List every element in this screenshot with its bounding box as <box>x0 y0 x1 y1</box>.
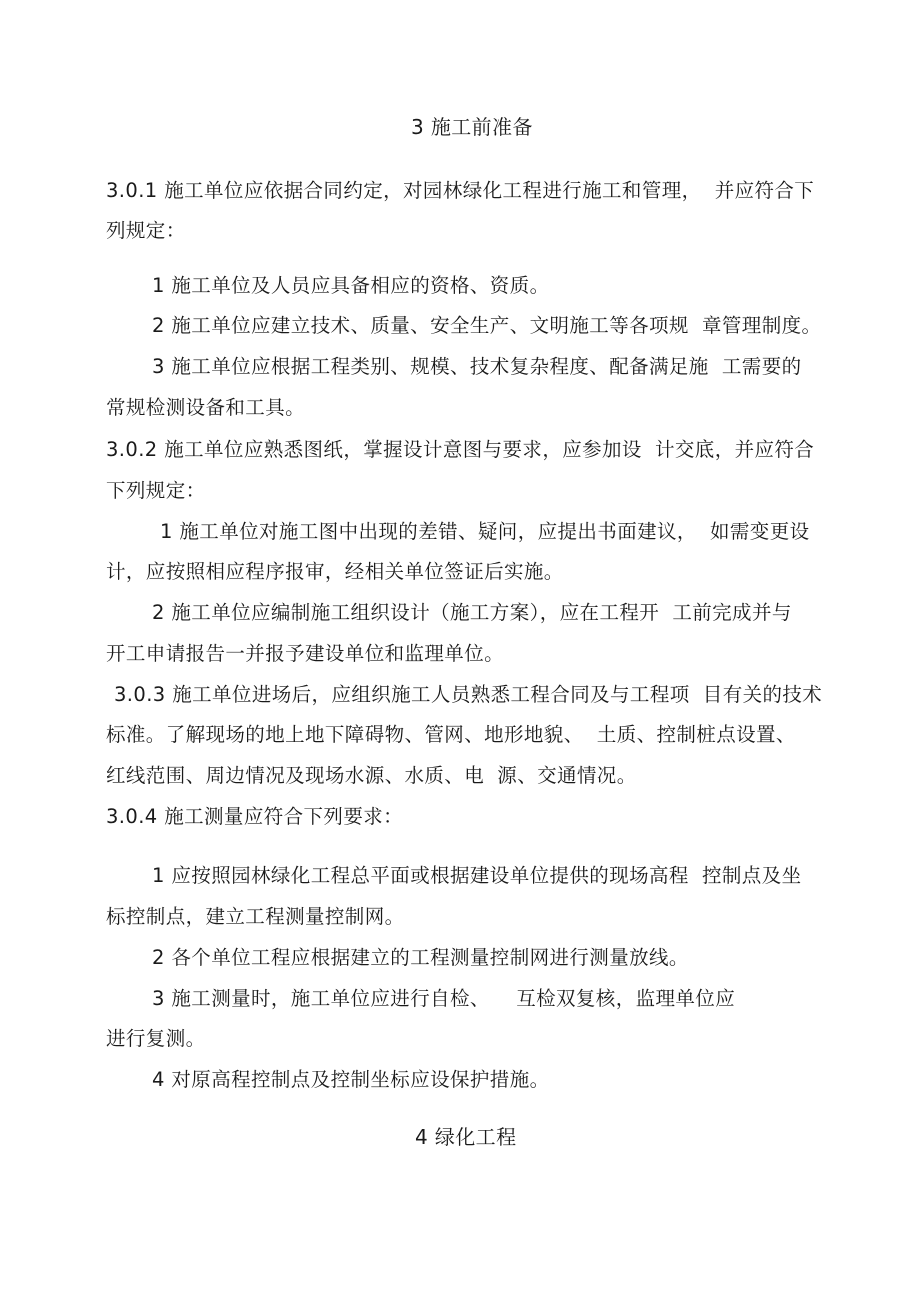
clause-3-0-4-item-1-line-2: 标控制点，建立工程测量控制网。 <box>106 905 405 928</box>
clause-3-0-3-line-3: 红线范围、周边情况及现场水源、水质、电 源、交通情况。 <box>106 764 637 787</box>
clause-3-0-1-line-2: 列规定： <box>106 219 186 242</box>
clause-3-0-4-item-4: 4 对原高程控制点及控制坐标应设保护措施。 <box>152 1068 550 1091</box>
clause-3-0-2-item-1-line-2: 计，应按照相应程序报审，经相关单位签证后实施。 <box>106 560 564 583</box>
clause-3-0-2-line-1: 3.0.2 施工单位应熟悉图纸，掌握设计意图与要求，应参加设 计交底，并应符合 <box>106 438 815 461</box>
clause-3-0-2-item-2-line-1: 2 施工单位应编制施工组织设计（施工方案），应在工程开 工前完成并与 <box>152 601 792 624</box>
section-3-title: 3 施工前准备 <box>411 115 533 139</box>
clause-3-0-2-item-1-line-1: 1 施工单位对施工图中出现的差错、疑问，应提出书面建议， 如需变更设 <box>160 520 810 543</box>
clause-3-0-4-item-2: 2 各个单位工程应根据建立的工程测量控制网进行测量放线。 <box>152 946 689 969</box>
clause-3-0-1-line-1: 3.0.1 施工单位应依据合同约定，对园林绿化工程进行施工和管理， 并应符合下 <box>106 179 815 202</box>
clause-3-0-2-item-2-line-2: 开工申请报告一并报予建设单位和监理单位。 <box>106 642 505 665</box>
clause-3-0-1-item-1: 1 施工单位及人员应具备相应的资格、资质。 <box>152 274 550 297</box>
clause-3-0-4-line-1: 3.0.4 施工测量应符合下列要求： <box>106 805 404 828</box>
clause-3-0-4-item-1-line-1: 1 应按照园林绿化工程总平面或根据建设单位提供的现场高程 控制点及坐 <box>152 864 802 887</box>
clause-3-0-1-item-2: 2 施工单位应建立技术、质量、安全生产、文明施工等各项规 章管理制度。 <box>152 314 822 337</box>
clause-3-0-1-item-3-line-2: 常规检测设备和工具。 <box>106 396 306 419</box>
section-4-title: 4 绿化工程 <box>415 1125 517 1149</box>
clause-3-0-4-item-3-line-1: 3 施工测量时，施工单位应进行自检、 互检双复核，监理单位应 <box>152 987 736 1010</box>
clause-3-0-1-item-3-line-1: 3 施工单位应根据工程类别、规模、技术复杂程度、配备满足施 工需要的 <box>152 355 802 378</box>
clause-3-0-4-item-3-line-2: 进行复测。 <box>106 1027 206 1050</box>
clause-3-0-2-line-2: 下列规定： <box>106 479 206 502</box>
clause-3-0-3-line-2: 标准。了解现场的地上地下障碍物、管网、地形地貌、 土质、控制桩点设置、 <box>106 723 796 746</box>
clause-3-0-3-line-1: 3.0.3 施工单位进场后，应组织施工人员熟悉工程合同及与工程项 目有关的技术 <box>114 683 823 706</box>
